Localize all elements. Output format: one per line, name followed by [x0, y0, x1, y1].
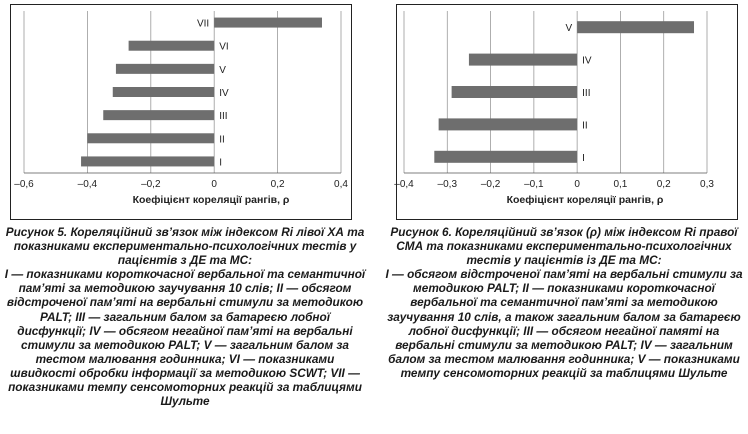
category-label: I [219, 157, 222, 169]
category-label: II [219, 134, 225, 146]
category-label: V [565, 23, 573, 35]
x-tick-label: 0,3 [700, 179, 714, 190]
chart-svg [394, 5, 737, 219]
x-tick-label: –0,4 [394, 179, 414, 190]
x-tick-label: 0,1 [613, 179, 628, 190]
x-tick-label: 0 [211, 179, 217, 190]
bar-II [439, 118, 578, 130]
x-tick-label: –0,1 [524, 179, 544, 190]
x-tick-label: –0,2 [480, 179, 501, 190]
bar-I [81, 156, 214, 166]
x-axis-title: Коефіцієнт кореляції рангів, ρ [506, 194, 664, 206]
category-label: IV [582, 55, 592, 67]
category-label: VI [219, 41, 229, 53]
category-label: IV [219, 88, 229, 99]
bar-V [116, 64, 214, 74]
x-tick-label: –0,2 [141, 179, 161, 190]
category-label: III [582, 88, 591, 99]
category-label: III [219, 111, 228, 123]
bar-IV [469, 54, 577, 66]
x-tick-label: –0,4 [77, 179, 98, 190]
caption-legend: I — обсягом відстроченої пам’яті на вербальні стимули за методикою PALT; II — показниками короткочасної вербальної та семантичної пам’яті за методикою заучування 10 слів, а також загальним балом за батареєю лобної дисфункції; III — обсягом негайної памяті на вербальні стимули за методикою PALT; IV — загальним балом за тестом малювання годинника; V — показниками темпу сенсомоторних реакцій за таблицями Шульте [385, 267, 743, 380]
x-tick-label: 0,4 [334, 179, 348, 190]
chart-svg [11, 5, 351, 219]
bar-II [87, 133, 214, 143]
category-label: I [582, 152, 585, 164]
bar-III [103, 110, 214, 120]
chart-frame [10, 4, 352, 220]
bar-V [577, 21, 694, 33]
caption-title: Рисунок 5. Кореляційний зв’язок між індексом Ri лівої ХА та показниками експериментально-психологічних тестів у пацієнтів з ДЕ та МС: [5, 225, 365, 268]
x-tick-label: –0,6 [14, 179, 34, 190]
chart-frame [396, 4, 738, 220]
x-tick-label: 0,2 [270, 179, 285, 190]
category-label: V [219, 64, 226, 76]
category-label: VII [196, 18, 210, 30]
bar-VI [129, 41, 215, 51]
category-label: II [582, 120, 588, 132]
figure-caption [4, 225, 366, 408]
x-axis-title: Коефіцієнт кореляції рангів, ρ [132, 194, 290, 206]
bar-IV [113, 87, 214, 97]
bar-I [434, 151, 577, 163]
x-tick-label: –0,3 [437, 179, 458, 190]
bar-VII [214, 18, 322, 28]
bar-III [452, 86, 578, 98]
caption-title: Рисунок 6. Кореляційний зв’язок (ρ) між індексом Ri правої СМА та показниками експериментально-психологічних тестів у пацієнтів із ДЕ та МС: [390, 225, 738, 268]
figure-caption [384, 225, 744, 380]
x-tick-label: 0 [574, 179, 580, 190]
caption-legend: I — показниками короткочасної вербальної та семантичної пам’яті за методикою заучування 10 слів; II — обсягом відстроченої пам’яті на вербальні стимули за методикою PALT; III — загальним балом за батареєю лобної дисфункції; IV — обсягом негайної пам’яті на вербальні стимули за методикою PALT; V — загальним балом за тестом малювання годинника; VI — показниками швидкості обробки інформації за методикою SCWT; VII — показниками темпу сенсомоторних реакцій за таблицями Шульте [4, 267, 366, 409]
x-tick-label: 0,2 [656, 179, 671, 190]
